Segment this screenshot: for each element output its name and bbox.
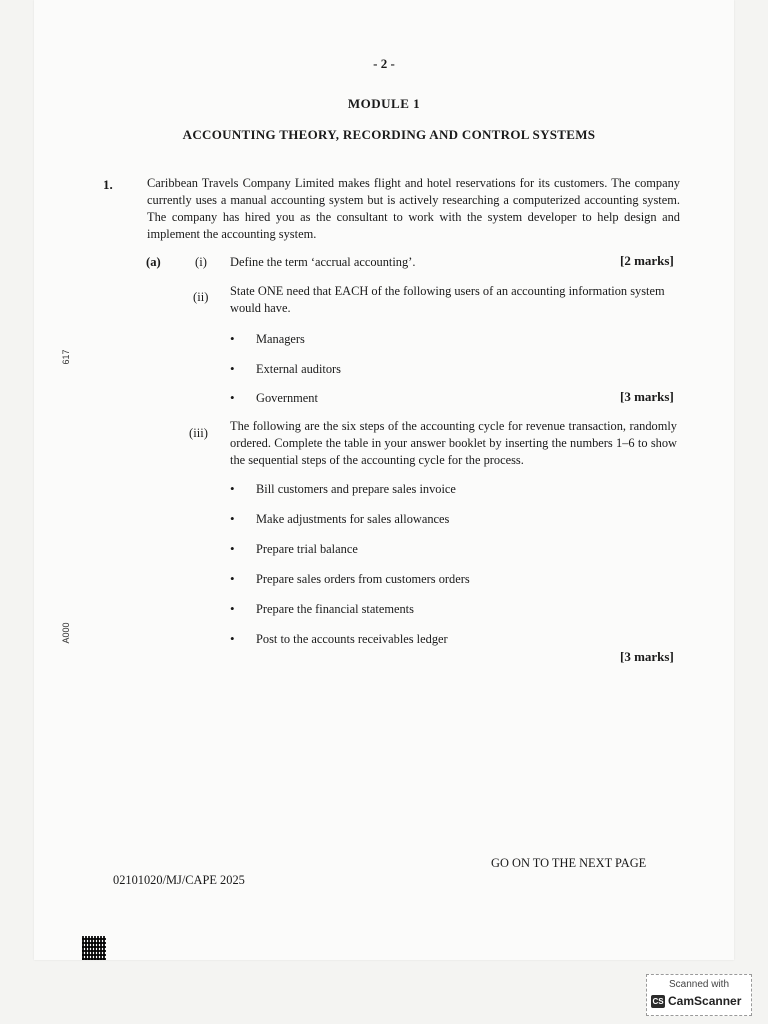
subpart-iii-marks: [3 marks]: [620, 649, 674, 664]
question-intro: Caribbean Travels Company Limited makes flight and hotel reservations for its customers. The company currently uses a manual accounting system but is actively researching a computerized accounting system. The company has hired you as the consultant to work with the system developer to help design and implement the accounting system.: [147, 176, 680, 241]
subpart-i-text: Define the term ‘accrual accounting’.: [230, 255, 416, 269]
subpart-i-label: (i): [195, 255, 207, 269]
margin-code-bottom: A000: [61, 622, 71, 644]
list-item: • Make adjustments for sales allowances: [230, 511, 450, 526]
subpart-ii-label: (ii): [193, 290, 209, 304]
camscanner-logo-icon: CS: [652, 997, 664, 1006]
exam-page: [34, 0, 734, 960]
badge-app-name: CamScanner: [668, 994, 742, 1008]
subpart-iii-label: (iii): [189, 426, 208, 440]
list-item: • Bill customers and prepare sales invoice: [230, 481, 456, 496]
qr-code-icon: [82, 936, 106, 960]
subpart-iii-text: The following are the six steps of the accounting cycle for revenue transaction, randomly ordered. Complete the table in your answer booklet by inserting the numbers 1–6 to show the sequential steps of the accounting cycle for the process.: [230, 419, 677, 467]
margin-code-top: 617: [61, 349, 71, 365]
paper-code: 02101020/MJ/CAPE 2025: [113, 873, 245, 887]
subpart-ii-marks: [3 marks]: [620, 389, 674, 404]
page-number: - 2 -: [373, 56, 395, 71]
question-number: 1.: [103, 177, 113, 192]
section-title: ACCOUNTING THEORY, RECORDING AND CONTROL SYSTEMS: [182, 127, 596, 142]
subpart-i-marks: [2 marks]: [620, 253, 674, 268]
list-item: • Government: [230, 390, 318, 405]
part-a-label: (a): [146, 255, 161, 269]
list-item: • Prepare sales orders from customers orders: [230, 571, 470, 586]
list-item: • External auditors: [230, 361, 341, 376]
subpart-ii-text: State ONE need that EACH of the following users of an accounting information system would have.: [230, 284, 665, 315]
module-heading: MODULE 1: [347, 96, 421, 111]
list-item: • Post to the accounts receivables ledger: [230, 631, 448, 646]
badge-caption: Scanned with: [668, 979, 730, 990]
next-page-note: GO ON TO THE NEXT PAGE: [491, 856, 647, 870]
list-item: • Prepare trial balance: [230, 541, 358, 556]
list-item: • Managers: [230, 331, 305, 346]
list-item: • Prepare the financial statements: [230, 601, 414, 616]
camscanner-badge: [646, 974, 752, 1016]
